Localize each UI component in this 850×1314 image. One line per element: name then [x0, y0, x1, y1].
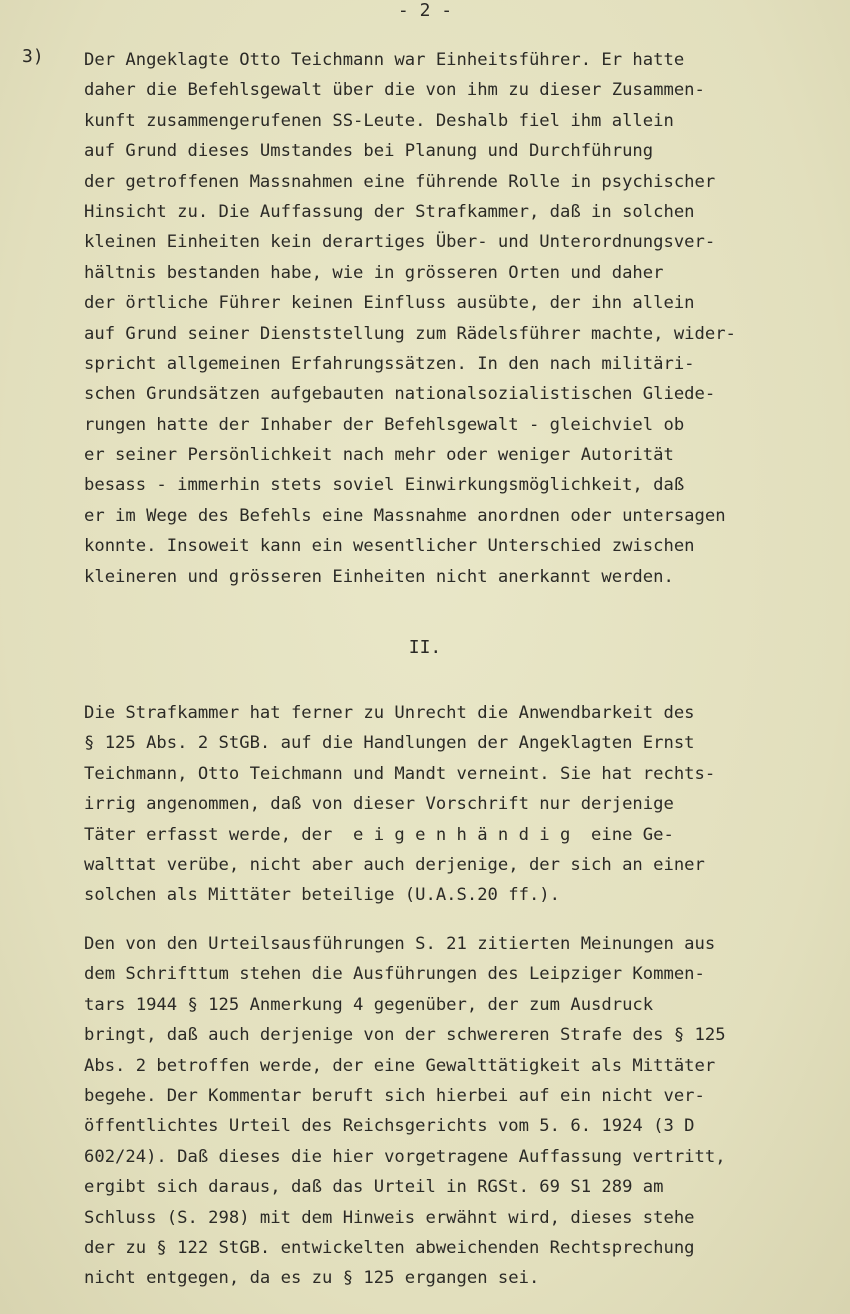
text-line: öffentlichtes Urteil des Reichsgerichts vom 5. 6. 1924 (3 D [84, 1116, 695, 1137]
text-line: kunft zusammengerufenen SS-Leute. Deshalb fiel ihm allein [84, 110, 674, 131]
text-line: nicht entgegen, da es zu § 125 ergangen sei. [84, 1268, 540, 1289]
text-line: Täter erfasst werde, der e i g e n h ä n d i g eine Ge- [84, 824, 674, 845]
text-line: § 125 Abs. 2 StGB. auf die Handlungen der Angeklagten Ernst [84, 733, 695, 754]
item-marker: 3) [22, 46, 44, 67]
text-line: Teichmann, Otto Teichmann und Mandt verneint. Sie hat rechts- [84, 763, 716, 784]
text-line: walttat verübe, nicht aber auch derjenige, der sich an einer [84, 854, 705, 875]
text-line: hältnis bestanden habe, wie in grösseren Orten und daher [84, 262, 664, 283]
text-line: konnte. Insoweit kann ein wesentlicher Unterschied zwischen [84, 536, 695, 557]
text-line: irrig angenommen, daß von dieser Vorschrift nur derjenige [84, 794, 674, 815]
text-line: rungen hatte der Inhaber der Befehlsgewalt - gleichviel ob [84, 414, 685, 435]
text-line: Hinsicht zu. Die Auffassung der Strafkammer, daß in solchen [84, 201, 695, 222]
text-line: begehe. Der Kommentar beruft sich hierbei auf ein nicht ver- [84, 1085, 705, 1106]
paragraph-1 [84, 45, 844, 592]
text-line: der örtliche Führer keinen Einfluss ausübte, der ihn allein [84, 293, 695, 314]
text-line: Den von den Urteilsausführungen S. 21 zitierten Meinungen aus [84, 934, 716, 954]
text-line: auf Grund seiner Dienststellung zum Rädelsführer machte, wider- [84, 323, 736, 344]
text-line: Schluss (S. 298) mit dem Hinweis erwähnt wird, dieses stehe [84, 1207, 695, 1228]
text-line: Der Angeklagte Otto Teichmann war Einheitsführer. Er hatte [84, 50, 685, 70]
text-line: der getroffenen Massnahmen eine führende Rolle in psychischer [84, 171, 716, 192]
text-line: schen Grundsätzen aufgebauten nationalsozialistischen Gliede- [84, 384, 716, 405]
text-line: Die Strafkammer hat ferner zu Unrecht die Anwendbarkeit des [84, 703, 695, 723]
text-line: besass - immerhin stets soviel Einwirkungsmöglichkeit, daß [84, 475, 685, 496]
section-heading: II. [408, 637, 442, 658]
text-line: kleinen Einheiten kein derartiges Über- und Unterordnungsver- [84, 232, 716, 253]
page-number: - 2 - [397, 0, 453, 21]
text-line: kleineren und grösseren Einheiten nicht anerkannt werden. [84, 566, 674, 587]
text-line: auf Grund dieses Umstandes bei Planung und Durchführung [84, 141, 654, 162]
text-line: daher die Befehlsgewalt über die von ihm zu dieser Zusammen- [84, 80, 705, 101]
text-line: ergibt sich daraus, daß das Urteil in RGSt. 69 S1 289 am [84, 1177, 664, 1198]
text-line: er seiner Persönlichkeit nach mehr oder weniger Autorität [84, 445, 674, 466]
text-line: spricht allgemeinen Erfahrungssätzen. In den nach militäri- [84, 353, 695, 374]
text-line: er im Wege des Befehls eine Massnahme anordnen oder untersagen [84, 505, 726, 526]
text-line: 602/24). Daß dieses die hier vorgetragene Auffassung vertritt, [84, 1146, 726, 1167]
text-line: der zu § 122 StGB. entwickelten abweichenden Rechtsprechung [84, 1237, 695, 1258]
text-line: bringt, daß auch derjenige von der schwereren Strafe des § 125 [84, 1025, 726, 1046]
paragraph-3 [84, 929, 844, 1294]
text-line: Abs. 2 betroffen werde, der eine Gewalttätigkeit als Mittäter [84, 1055, 716, 1076]
text-line: dem Schrifttum stehen die Ausführungen des Leipziger Kommen- [84, 964, 705, 985]
text-line: tars 1944 § 125 Anmerkung 4 gegenüber, der zum Ausdruck [84, 994, 654, 1015]
paragraph-2 [84, 698, 844, 911]
text-line: solchen als Mittäter beteilige (U.A.S.20 ff.). [84, 885, 560, 906]
